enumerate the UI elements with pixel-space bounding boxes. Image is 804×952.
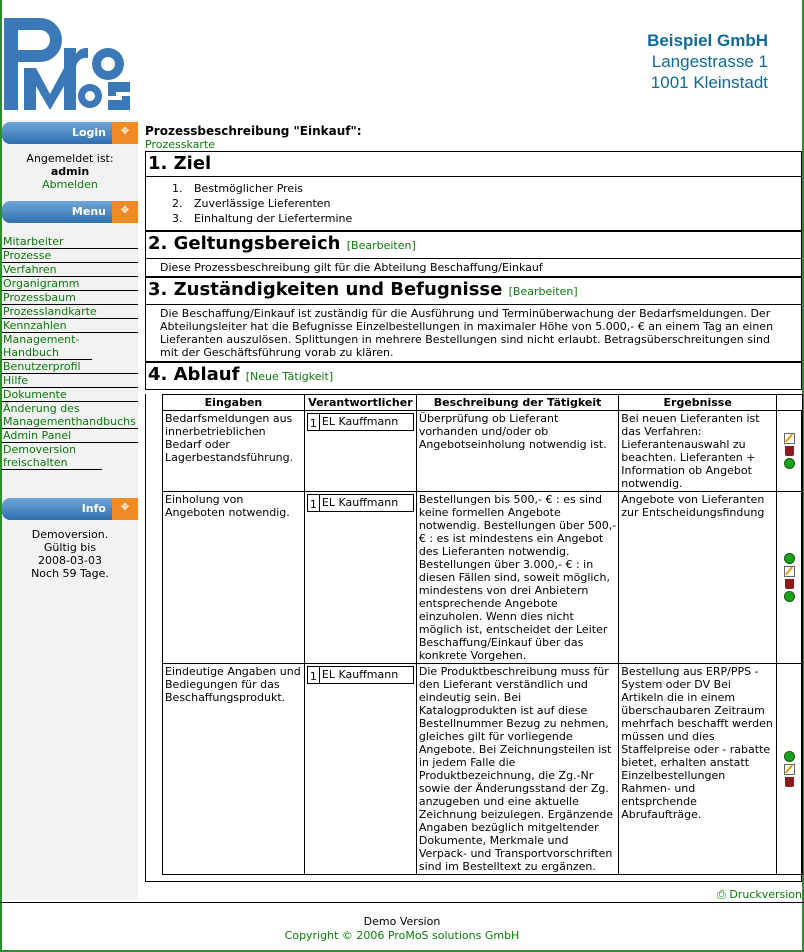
company-address [647, 30, 768, 93]
result-cell: Bestellung aus ERP/PPS - System oder DV Bei Artikeln die in einem überschaubaren Zeitraum mehrfach beschafft werden müssen und dies Staffelpreise oder - rabatte bietet, erhalten anstatt Einzelbestellungen Rahmen- und entsprchende Abrufaufträge. [619, 664, 777, 875]
edit-link[interactable]: [Bearbeiten] [508, 285, 578, 298]
activity-table [162, 394, 803, 875]
section-ablauf-heading [145, 362, 802, 390]
menu-item-benutzerprofil[interactable]: Benutzerprofil [2, 360, 138, 374]
print-label: Druckversion [729, 888, 802, 901]
info-line: 2008-03-03 [38, 554, 102, 567]
company-city: 1001 Kleinstadt [650, 73, 768, 92]
company-name: Beispiel GmbH [647, 31, 768, 50]
list-item: 3. Einhaltung der Liefertermine [186, 211, 787, 226]
info-line: Noch 59 Tage. [31, 567, 109, 580]
section-geltungsbereich-body: Diese Prozessbeschreibung gilt für die Abteilung Beschaffung/Einkauf [145, 259, 802, 277]
description-cell: Die Produktbeschreibung muss für den Lieferant verständlich und eindeutig sein. Bei Katalogprodukten ist auf diese Bestellnummer Bezug zu nehmen, gleiches gilt für vorliegende Angebote. Bei Zeichnungsteilen ist in jedem Falle die Produktbezeichnung, die Zg.-Nr sowie der Änderungsstand der Zg. anzugeben und eine aktuelle Zeichnung beizulegen. Ergänzende Angaben bezüglich mitgeltender Dokumente, Merkmale und Verpack- und Transportvorschriften sind im Bestelltext zu ergänzen. [416, 664, 618, 875]
edit-icon[interactable] [784, 433, 795, 444]
collapse-icon[interactable]: ✥ [112, 201, 138, 223]
result-cell: Angebote von Lieferanten zur Entscheidungsfindung [619, 492, 777, 664]
collapse-icon[interactable]: ✥ [112, 498, 138, 520]
menu-item-prozessbaum[interactable]: Prozessbaum [2, 291, 138, 305]
responsible-cell [304, 664, 416, 875]
section-title: 4. Ablauf [148, 364, 240, 385]
edit-icon[interactable] [784, 566, 795, 577]
info-line: Gültig bis [43, 541, 97, 554]
footer [0, 902, 804, 943]
delete-icon[interactable] [785, 446, 794, 456]
move-down-icon[interactable] [784, 458, 795, 469]
section-zustaendigkeiten-heading [145, 277, 802, 305]
main-menu [2, 235, 138, 470]
responsible-cell [304, 411, 416, 492]
info-panel [2, 520, 138, 588]
responsible-name: EL Kauffmann [321, 415, 399, 428]
logged-in-label: Angemeldet ist: [26, 152, 114, 165]
responsible-box [307, 666, 414, 684]
input-cell: Eindeutige Angaben und Bediegungen für das Beschaffungsprodukt. [163, 664, 305, 875]
footer-line: Demo Version [363, 915, 441, 928]
collapse-icon[interactable]: ✥ [112, 122, 138, 144]
company-street: Langestrasse 1 [651, 52, 768, 71]
login-panel-header[interactable] [2, 122, 138, 144]
info-line: Demoversion. [31, 528, 109, 541]
actions-cell [777, 664, 803, 875]
menu-item-organigramm[interactable]: Organigramm [2, 277, 138, 291]
move-down-icon[interactable] [784, 591, 795, 602]
info-heading: Info [81, 502, 106, 515]
column-header-actions [777, 395, 803, 411]
description-cell: Bestellungen bis 500,- € : es sind keine formellen Angebote notwendig. Bestellungen über 500,- € : es ist mindestens ein Angebot des Lieferanten notwendig. Bestellungen über 3.000,- € : in diesen Fällen sind, soweit möglich, mindestens von drei Anbietern entsprechende Angebote einzuholen. Wenn dies nicht möglich ist, entscheidet der Leiter Beschaffung/Einkauf über das konkrete Vorgehen. [416, 492, 618, 664]
delete-icon[interactable] [785, 777, 794, 787]
input-cell: Einholung von Angeboten notwendig. [163, 492, 305, 664]
menu-item-management-handbuch[interactable]: Management-Handbuch [2, 333, 92, 360]
menu-heading: Menu [71, 205, 106, 218]
table-row [163, 411, 803, 492]
promos-logo [4, 18, 132, 110]
logged-in-user: admin [50, 165, 90, 178]
menu-item-aenderung[interactable]: Änderung des Managementhandbuchs [2, 402, 138, 429]
column-header: Beschreibung der Tätigkeit [416, 395, 618, 411]
section-title: 1. Ziel [148, 153, 212, 174]
responsible-name: EL Kauffmann [321, 496, 399, 509]
actions-cell [777, 411, 803, 492]
menu-item-hilfe[interactable]: Hilfe [2, 374, 138, 388]
responsible-cell [304, 492, 416, 664]
move-up-icon[interactable] [784, 751, 795, 762]
page-title: Prozessbeschreibung "Einkauf": [145, 124, 362, 138]
table-row [163, 492, 803, 664]
edit-icon[interactable] [784, 764, 795, 775]
info-panel-header[interactable] [2, 498, 138, 520]
responsible-number: 1 [308, 495, 320, 511]
sidebar [2, 120, 138, 900]
section-ziel-body [145, 177, 802, 231]
main-content [145, 124, 802, 882]
delete-icon[interactable] [785, 579, 794, 589]
section-geltungsbereich-heading [145, 231, 802, 259]
section-ziel-heading [145, 151, 802, 177]
edit-link[interactable]: [Bearbeiten] [346, 239, 416, 252]
section-title: 3. Zuständigkeiten und Befugnisse [148, 279, 503, 300]
input-cell: Bedarfsmeldungen aus innerbetrieblichen Bedarf oder Lagerbestandsführung. [163, 411, 305, 492]
actions-cell [777, 492, 803, 664]
section-ablauf-body [145, 394, 802, 882]
column-header: Eingaben [163, 395, 305, 411]
menu-panel-header[interactable] [2, 201, 138, 223]
section-zustaendigkeiten-body: Die Beschaffung/Einkauf ist zuständig für die Ausführung und Terminüberwachung der Bedarfsmeldungen. Der Abteilungsleiter hat die Befugnisse Einzelbestellungen in maximaler Höhe von 5.000,- € an einem Tag an einen Lieferanten auszulösen. Splittungen in mehrere Bestellungen sind nicht erlaubt. Betragsüberschreitungen sind mit der Geschäftsführung vorab zu klären. [145, 305, 802, 362]
print-version-link[interactable] [717, 888, 802, 902]
menu-item-dokumente[interactable]: Dokumente [2, 388, 138, 402]
menu-item-prozesse[interactable]: Prozesse [2, 249, 138, 263]
menu-item-demoversion[interactable]: Demoversion freischalten [2, 443, 102, 470]
responsible-box [307, 494, 414, 512]
responsible-number: 1 [308, 414, 320, 430]
menu-item-kennzahlen[interactable]: Kennzahlen [2, 319, 138, 333]
login-heading: Login [71, 126, 106, 139]
menu-item-prozesslandkarte[interactable]: Prozesslandkarte [2, 305, 138, 319]
menu-item-verfahren[interactable]: Verfahren [2, 263, 138, 277]
table-header-row [163, 395, 803, 411]
table-row [163, 664, 803, 875]
responsible-name: EL Kauffmann [321, 668, 399, 681]
description-cell: Überprüfung ob Lieferant vorhanden und/oder ob Angebotseinholung notwendig ist. [416, 411, 618, 492]
list-item: 2. Zuverlässige Lieferenten [186, 196, 787, 211]
move-up-icon[interactable] [784, 553, 795, 564]
new-activity-link[interactable]: [Neue Tätigkeit] [245, 370, 334, 383]
printer-icon: ⎙ [717, 888, 726, 901]
logout-link[interactable]: Abmelden [42, 178, 98, 191]
column-header: Ergebnisse [619, 395, 777, 411]
menu-item-admin-panel[interactable]: Admin Panel [2, 429, 138, 443]
section-title: 2. Geltungsbereich [148, 233, 341, 254]
menu-item-mitarbeiter[interactable]: Mitarbeiter [2, 235, 138, 249]
process-map-link[interactable]: Prozesskarte [145, 138, 215, 151]
copyright-link[interactable]: Copyright © 2006 ProMoS solutions GmbH [284, 929, 520, 942]
result-cell: Bei neuen Lieferanten ist das Verfahren: Lieferantenauswahl zu beachten. Lieferanten + Information ob Angebot notwendig. [619, 411, 777, 492]
responsible-number: 1 [308, 667, 320, 683]
list-item: 1. Bestmöglicher Preis [186, 181, 787, 196]
login-panel [2, 144, 138, 199]
responsible-box [307, 413, 414, 431]
column-header: Verantwortlicher [304, 395, 416, 411]
